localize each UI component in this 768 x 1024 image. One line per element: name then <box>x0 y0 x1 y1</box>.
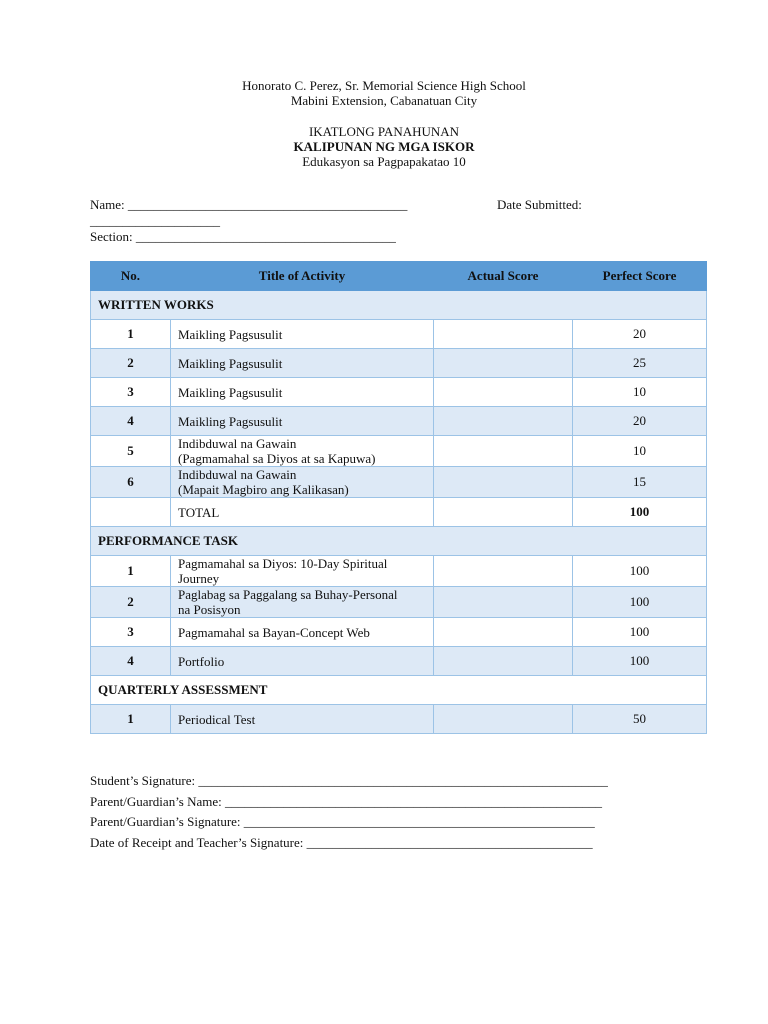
document-title: KALIPUNAN NG MGA ISKOR <box>293 139 475 154</box>
column-header-title: Title of Activity <box>171 262 434 291</box>
row-number: 1 <box>91 320 171 349</box>
school-address: Mabini Extension, Cabanatuan City <box>290 93 478 108</box>
total-row <box>91 498 707 527</box>
perfect-score-cell: 100 <box>573 618 707 647</box>
activity-title-line: Indibduwal na Gawain <box>178 436 297 451</box>
activity-title-line: Maikling Pagsusulit <box>178 384 283 400</box>
table-row <box>91 436 707 467</box>
row-number: 3 <box>91 618 171 647</box>
row-number: 3 <box>91 378 171 407</box>
actual-score-cell[interactable] <box>434 556 573 587</box>
date-submitted-field[interactable]: Date Submitted: <box>497 197 582 212</box>
activity-title <box>171 320 434 349</box>
activity-title <box>171 618 434 647</box>
section-row <box>90 229 710 245</box>
signature-block <box>90 771 608 853</box>
actual-score-cell[interactable] <box>434 378 573 407</box>
perfect-score-cell: 20 <box>573 320 707 349</box>
activity-title <box>171 349 434 378</box>
actual-score-cell[interactable] <box>434 587 573 618</box>
score-table-body <box>91 291 707 734</box>
student-info-fields <box>90 197 710 245</box>
activity-title <box>171 556 434 587</box>
document-header <box>0 78 768 108</box>
activity-title-line: Maikling Pagsusulit <box>178 355 283 371</box>
actual-score-cell[interactable] <box>434 618 573 647</box>
column-header-actual-score: Actual Score <box>434 262 573 291</box>
total-label: TOTAL <box>171 498 434 527</box>
column-header-perfect-score: Perfect Score <box>573 262 707 291</box>
activity-title <box>171 587 434 618</box>
activity-title-line: Portfolio <box>178 653 225 669</box>
score-table <box>90 261 707 734</box>
section-label: QUARTERLY ASSESSMENT <box>91 676 707 705</box>
actual-score-cell[interactable] <box>434 407 573 436</box>
perfect-score-cell: 50 <box>573 705 707 734</box>
table-row <box>91 647 707 676</box>
row-number: 1 <box>91 705 171 734</box>
section-row-quarterly-assessment <box>91 676 707 705</box>
activity-title-line: Paglabag sa Paggalang sa Buhay-Personal <box>178 587 398 602</box>
name-field[interactable]: Name: ___________________________________________ <box>90 197 408 212</box>
total-actual-score-cell[interactable] <box>434 498 573 527</box>
perfect-score-cell: 20 <box>573 407 707 436</box>
perfect-score-cell: 15 <box>573 467 707 498</box>
subject-label: Edukasyon sa Pagpapakatao 10 <box>302 154 466 169</box>
actual-score-cell[interactable] <box>434 349 573 378</box>
guardian-name-line[interactable]: Parent/Guardian’s Name: __________________________________________________________ <box>90 793 603 809</box>
perfect-score-cell: 100 <box>573 587 707 618</box>
row-number: 1 <box>91 556 171 587</box>
activity-title-line: (Mapait Magbiro ang Kalikasan) <box>178 482 349 497</box>
section-label: PERFORMANCE TASK <box>91 527 707 556</box>
column-header-no: No. <box>91 262 171 291</box>
activity-title <box>171 467 434 498</box>
activity-title-line: Maikling Pagsusulit <box>178 413 283 429</box>
actual-score-cell[interactable] <box>434 320 573 349</box>
table-row <box>91 467 707 498</box>
guardian-signature-line[interactable]: Parent/Guardian’s Signature: ______________________________________________________ <box>90 814 595 829</box>
activity-title-line: Pagmamahal sa Bayan-Concept Web <box>178 624 370 640</box>
table-header-row <box>91 262 707 291</box>
activity-title <box>171 436 434 467</box>
name-row <box>90 197 710 213</box>
section-field[interactable]: Section: ________________________________________ <box>90 229 396 244</box>
table-row <box>91 705 707 734</box>
activity-title-line: Periodical Test <box>178 711 256 727</box>
row-number: 6 <box>91 467 171 498</box>
perfect-score-cell: 100 <box>573 647 707 676</box>
perfect-score-cell: 100 <box>573 556 707 587</box>
activity-title-line: (Pagmamahal sa Diyos at sa Kapuwa) <box>178 451 376 466</box>
activity-title-line: Indibduwal na Gawain <box>178 467 297 482</box>
actual-score-cell[interactable] <box>434 436 573 467</box>
teacher-signature-line[interactable]: Date of Receipt and Teacher’s Signature: ____________________________________________ <box>90 834 593 850</box>
activity-title-line: na Posisyon <box>178 602 241 617</box>
school-name: Honorato C. Perez, Sr. Memorial Science High School <box>242 78 526 93</box>
perfect-score-cell: 10 <box>573 378 707 407</box>
row-number: 2 <box>91 349 171 378</box>
activity-title-line: Journey <box>178 571 220 586</box>
section-label: WRITTEN WORKS <box>91 291 707 320</box>
row-number: 2 <box>91 587 171 618</box>
activity-title <box>171 647 434 676</box>
table-row <box>91 378 707 407</box>
actual-score-cell[interactable] <box>434 467 573 498</box>
document-title-block <box>0 124 768 169</box>
quarter-label: IKATLONG PANAHUNAN <box>308 124 460 139</box>
actual-score-cell[interactable] <box>434 647 573 676</box>
activity-title <box>171 407 434 436</box>
perfect-score-cell: 25 <box>573 349 707 378</box>
activity-title-line: Pagmamahal sa Diyos: 10-Day Spiritual <box>178 556 388 571</box>
row-number: 5 <box>91 436 171 467</box>
table-row <box>91 618 707 647</box>
activity-title <box>171 705 434 734</box>
student-signature-line[interactable]: Student’s Signature: _______________________________________________________________ <box>90 773 608 788</box>
table-row <box>91 587 707 618</box>
table-row <box>91 320 707 349</box>
actual-score-cell[interactable] <box>434 705 573 734</box>
activity-title <box>171 378 434 407</box>
row-number: 4 <box>91 407 171 436</box>
date-line-row <box>90 213 710 229</box>
table-row <box>91 349 707 378</box>
activity-title-line: Maikling Pagsusulit <box>178 326 283 342</box>
table-row <box>91 556 707 587</box>
section-row-performance-task <box>91 527 707 556</box>
table-row <box>91 407 707 436</box>
date-submitted-line[interactable]: ____________________ <box>90 213 220 228</box>
row-number: 4 <box>91 647 171 676</box>
total-number-cell <box>91 498 171 527</box>
perfect-score-cell: 10 <box>573 436 707 467</box>
total-perfect-score: 100 <box>573 498 707 527</box>
section-row-written-works <box>91 291 707 320</box>
